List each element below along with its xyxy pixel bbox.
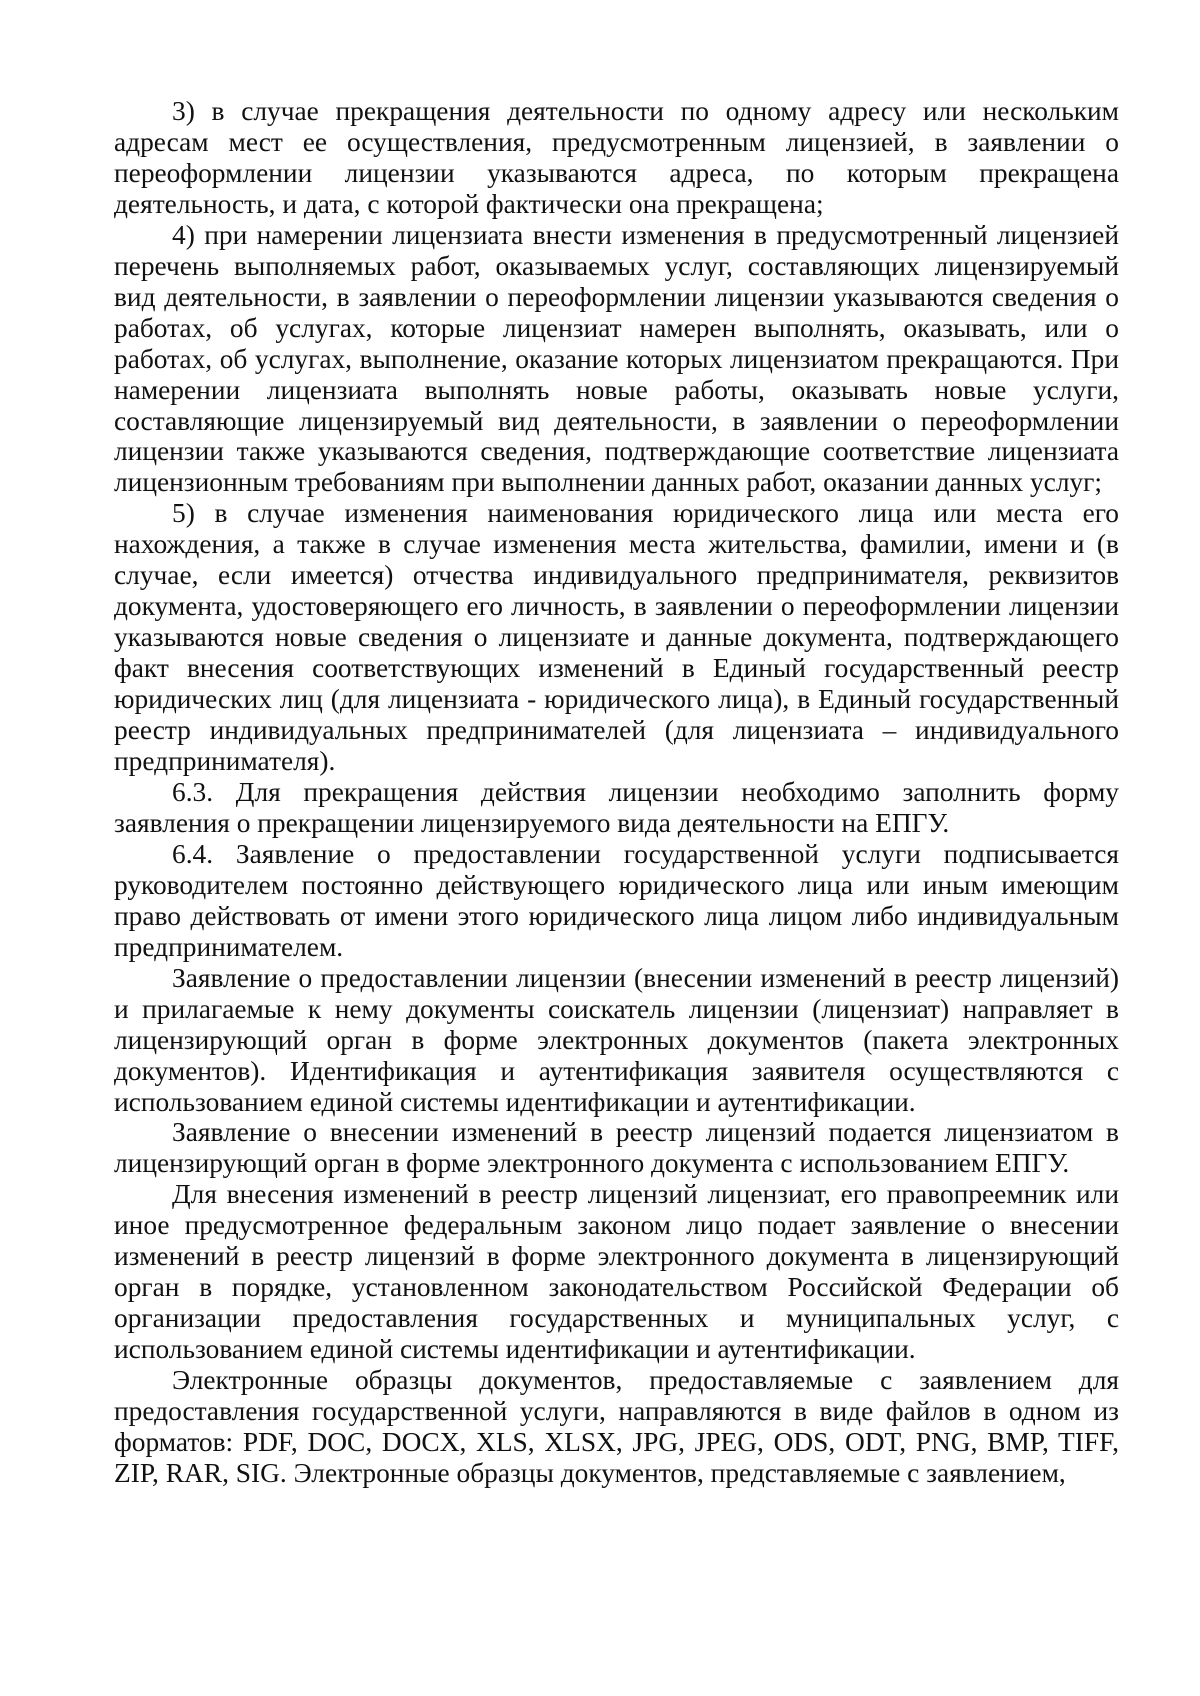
paragraph-item-5: 5) в случае изменения наименования юридического лица или места его нахождения, а также в случае изменения места жительства, фамилии, имени и (в случае, если имеется) отчества индивидуального предпринимателя, реквизитов документа, удостоверяющего его личность, в заявлении о переоформлении лицензии указываются новые сведения о лицензиате и данные документа, подтверждающего факт внесения соответствующих изменений в Единый государственный реестр юридических лиц (для лицензиата - юридического лица), в Единый государственный реестр индивидуальных предпринимателей (для лицензиата – индивидуального предпринимателя).: [114, 498, 1119, 777]
paragraph-file-formats: Электронные образцы документов, предоставляемые с заявлением для предоставления государственной услуги, направляются в виде файлов в одном из форматов: PDF, DOC, DOCX, XLS, XLSX, JPG, JPEG, ODS, ODT, PNG, BMP, TIFF, ZIP, RAR, SIG. Электронные образцы документов, представляемые с заявлением,: [114, 1365, 1119, 1488]
paragraph-item-4: 4) при намерении лицензиата внести изменения в предусмотренный лицензией перечень выполняемых работ, оказываемых услуг, составляющих лицензируемый вид деятельности, в заявлении о переоформлении лицензии указываются сведения о работах, об услугах, которые лицензиат намерен выполнять, оказывать, или о работах, об услугах, выполнение, оказание которых лицензиатом прекращаются. При намерении лицензиата выполнять новые работы, оказывать новые услуги, составляющие лицензируемый вид деятельности, в заявлении о переоформлении лицензии также указываются сведения, подтверждающие соответствие лицензиата лицензионным требованиям при выполнении данных работ, оказании данных услуг;: [114, 219, 1119, 498]
paragraph-item-3: 3) в случае прекращения деятельности по одному адресу или нескольким адресам мест ее осуществления, предусмотренным лицензией, в заявлении о переоформлении лицензии указываются адреса, по которым прекращена деятельность, и дата, с которой фактически она прекращена;: [114, 96, 1119, 219]
paragraph-application-submission: Заявление о предоставлении лицензии (внесении изменений в реестр лицензий) и прилагаемые к нему документы соискатель лицензии (лицензиат) направляет в лицензирующий орган в форме электронных документов (пакета электронных документов). Идентификация и аутентификация заявителя осуществляются с использованием единой системы идентификации и аутентификации.: [114, 962, 1119, 1117]
paragraph-registry-changes: Заявление о внесении изменений в реестр лицензий подается лицензиатом в лицензирующий орган в форме электронного документа с использованием ЕПГУ.: [114, 1117, 1119, 1179]
paragraph-6-4: 6.4. Заявление о предоставлении государственной услуги подписывается руководителем постоянно действующего юридического лица или иным имеющим право действовать от имени этого юридического лица лицом либо индивидуальным предпринимателем.: [114, 838, 1119, 962]
paragraph-6-3: 6.3. Для прекращения действия лицензии необходимо заполнить форму заявления о прекращении лицензируемого вида деятельности на ЕПГУ.: [114, 776, 1119, 838]
document-body: [114, 96, 1119, 1489]
paragraph-registry-changes-procedure: Для внесения изменений в реестр лицензий лицензиат, его правопреемник или иное предусмотренное федеральным законом лицо подает заявление о внесении изменений в реестр лицензий в форме электронного документа в лицензирующий орган в порядке, установленном законодательством Российской Федерации об организации предоставления государственных и муниципальных услуг, с использованием единой системы идентификации и аутентификации.: [114, 1179, 1119, 1365]
